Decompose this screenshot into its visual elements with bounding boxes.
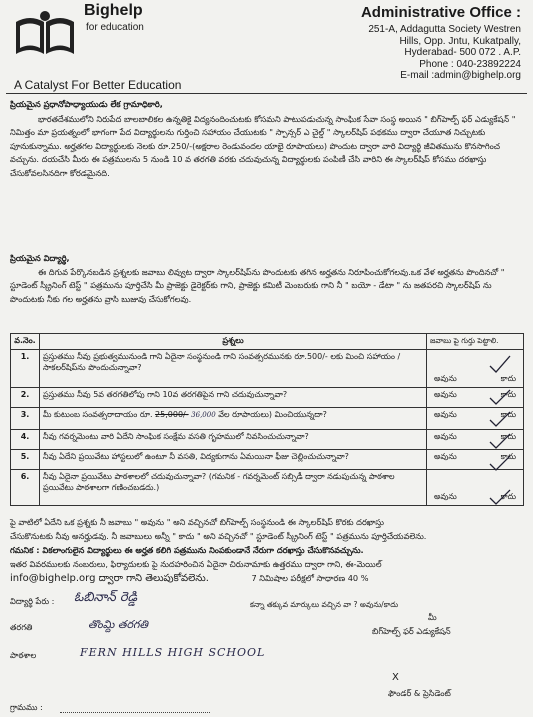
brand-subtitle: for education bbox=[86, 22, 144, 33]
tick-mark-icon bbox=[490, 356, 510, 372]
question-text-part: మీ కుటుంబ సంవత్సరాదాయం రూ. bbox=[43, 410, 153, 419]
question-text-part: వేల రూపాయలు) మించియున్నదా? bbox=[218, 410, 327, 419]
table-row bbox=[11, 388, 524, 408]
student-greeting: ప్రియమైన విద్యార్థి, bbox=[10, 253, 70, 263]
table-row bbox=[11, 450, 524, 470]
office-line: Hyderabad- 500 072 . A.P. bbox=[404, 47, 521, 58]
header-divider bbox=[6, 93, 527, 94]
tagline: A Catalyst For Better Education bbox=[14, 78, 182, 92]
yes-option[interactable]: అవును bbox=[434, 410, 457, 419]
table-row bbox=[11, 470, 524, 506]
row-number: 1. bbox=[11, 350, 40, 388]
sign-organization: బిగ్‌హెల్ప్ ఫర్ ఎడ్యుకేషన్ bbox=[372, 626, 451, 636]
office-address-block bbox=[361, 4, 521, 82]
class-field[interactable]: తొంమ్ది తరగతి bbox=[88, 618, 148, 631]
table-row bbox=[11, 350, 524, 388]
question-text bbox=[40, 408, 427, 430]
eligibility-table bbox=[10, 333, 524, 506]
row-number: 2. bbox=[11, 388, 40, 408]
student-text-a: ఈ దిగువ పేర్కొనబడిన ప్రశ్నలకు జవాబు లివ్వుట ద్వారా స్కాలర్‌షిప్‌ను పొందుటకు తగిన అర్హతను నిరూపించుకోగలవు.ఒక వేళ అర్హతను పొందినచో " స్టూడెంట్ స్క్రీనింగ్ టెస్ట్ " పత్రమును పూర్తిచేసి మీ ప్రాజెక్టు డైరెక్టర్‌కు గాని, ప్రాజెక్టు కమిటీ మెంబరుకు గాని నీ bbox=[10, 267, 505, 291]
qualify-line: చేసుకొనుటకు నీవు అనర్హుడవు. నీ జవాబులు అన్నీ " కాదు " అని వచ్చినచో " స్టూడెంట్ స్క్రీనింగ్ టెస్ట్ " పత్రమును పూర్తిచేయవలెను. bbox=[10, 531, 427, 541]
table-row bbox=[11, 430, 524, 450]
tick-mark-icon bbox=[490, 412, 510, 426]
yes-option[interactable]: అవును bbox=[434, 492, 457, 501]
village-field[interactable] bbox=[60, 712, 210, 713]
income-amount: 25,000/- bbox=[155, 410, 189, 419]
office-line: 251-A, Addagutta Society Westren bbox=[368, 24, 521, 35]
tick-mark-icon bbox=[490, 390, 510, 404]
no-option[interactable]: కాదు bbox=[500, 432, 516, 441]
row-number: 5. bbox=[11, 450, 40, 470]
question-text: ప్రస్తుతము నీవు 5వ తరగతిలోపు గాని 10వ తరగతిపైన గాని చదువుచున్నావా? bbox=[40, 388, 427, 408]
col-header-answer: జవాబు పై గుర్తు పెట్టాలి. bbox=[427, 334, 524, 350]
sign-mark: X bbox=[392, 672, 399, 683]
sign-mee: మీ bbox=[428, 612, 437, 622]
no-option[interactable]: కాదు bbox=[500, 410, 516, 419]
brand-name: Bighelp bbox=[84, 2, 143, 19]
no-option[interactable]: కాదు bbox=[500, 452, 516, 461]
intro-text: భారతదేశములోని నిరుపేద బాలబాలికల ఉన్నతికై విద్యనందించుటకు కోసమని పాటుపడుచున్న సాంఘిక సేవా సంస్థ అయిన " బిగ్‌హెల్ప్ ఫర్ ఎడ్యుకేషన్ " నిమిత్తం మా ప్రయత్నంలో భాగంగా పేద విద్యార్థులను గుర్తించి సహాయం చేయుటకు " స్పాన్సర్ ఎ చైల్డ్ " స్కాలర్‌షిప్ పథకము ద్వారా చేయూత నిచ్చుటకు పూనుకున్నాము. అర్హతగల విద్యార్థులకు నెలకు రూ.250/-(అక్షరాల రెండువందల యాభై రూపాయలు) పొందుట ద్వారా వారి విద్యార్థి జీవితమును కొనసాగించ వచ్చును. దయచేసి మీరు ఈ పత్రములను 5 నుండి 10 వ తరగతి వరకు చదువుచున్న విద్యార్థులకు పంపిణీ చేసి వారిని ఈ స్కాలర్‌షిప్ కోసము దరఖాస్తు చేసుకోవలసినదిగా కోరడమైనది. bbox=[10, 114, 516, 178]
salutation: ప్రియమైన ప్రధానోపాధ్యాయుడు లేక గ్రామాధికారి, bbox=[10, 99, 163, 109]
note-disabled: గమనిక : వికలాంగులైన విద్యార్థులు ఈ అర్హత కలిగి పత్రమును నింపకుండానే నేరుగా దరఖాస్తు చేసుకొనవచ్చును. bbox=[10, 545, 364, 555]
question-text: నీవు ఏదైనా ప్రయివేటు పాఠశాలలో చదువుచున్నావా? (గమనిక - గవర్నమెంట్ సబ్సిడీ ద్వారా నడుపుచున్న పాఠశాల ప్రయివేటు పాఠశాలగా గణించబడదు.) bbox=[40, 470, 427, 506]
intro-paragraph bbox=[10, 113, 526, 180]
question-text: నీవు గవర్నమెంటు వారి ఏదేని సాంఘిక సంక్షేమ వసతి గృహములో నివసించుచున్నావా? bbox=[40, 430, 427, 450]
contact-line: ఇతర వివరములకు నంబరులు, ఫిర్యాదులకు పై నుదహరించిన ఏదైనా చిరునామాకు ఉత్తరము ద్వారా గాని, ఈ-మెయిల్ bbox=[10, 559, 382, 569]
yes-option[interactable]: అవును bbox=[434, 432, 457, 441]
office-phone: Phone : 040-23892224 bbox=[419, 58, 521, 70]
tick-mark-icon bbox=[490, 434, 510, 448]
exam-question: కన్నా తక్కువ మార్కులు వచ్చిన వా ? అవును/కాదు bbox=[250, 600, 399, 609]
office-title: Administrative Office : bbox=[360, 4, 521, 21]
table-row bbox=[11, 408, 524, 430]
question-text: ప్రస్తుతము నీవు ప్రభుత్వమునుండి గాని ఏదైనా సంస్థనుండి గాని సంవత్సరమునకు రూ.500/- లకు మించి సహాయం / సాకలర్‌షిప్‌ను పొందుచున్నావా? bbox=[40, 350, 427, 388]
office-email: E-mail :admin@bighelp.org bbox=[400, 70, 521, 81]
class-label: తరగతి bbox=[10, 622, 33, 632]
col-header-question: ప్రశ్నలు bbox=[40, 334, 427, 350]
col-header-no: వ.నెం. bbox=[11, 334, 40, 350]
exam-note: 7 నిమిషాల పరీక్షలో సాధారణ 40 % bbox=[251, 573, 369, 583]
question-text: నీవు ఏదేని ప్రయివేటు హాస్టలులో ఉంటూ నీ వసతి, విద్యకుగాను ఏమయినా ఫీజు చెల్లించుచున్నావా? bbox=[40, 450, 427, 470]
name-label: విద్యార్థి పేరు : bbox=[10, 596, 55, 606]
disqualify-line: పై వాటిలో ఏదేని ఒక ప్రశ్నకు నీ జవాబు " అవును " అని వచ్చినచో బిగ్‌హెల్ప్ సంస్థనుండి ఈ స్కాలర్‌షిప్ కొరకు దరఖాస్తు bbox=[10, 517, 384, 527]
email-line bbox=[10, 572, 526, 585]
yes-option[interactable]: అవును bbox=[434, 452, 457, 461]
row-number: 6. bbox=[11, 470, 40, 506]
row-number: 4. bbox=[11, 430, 40, 450]
bighelp-logo-icon bbox=[12, 8, 78, 58]
row-number: 3. bbox=[11, 408, 40, 430]
no-option[interactable]: కాదు bbox=[500, 374, 516, 383]
student-text-b: " బయో - డేటా " ను జతపరచి స్కాలర్‌షిప్ ను పొందుటకు నీకు గల అర్హతను వ్రాసి బుజువు చేసుకోగలవు. bbox=[10, 280, 492, 304]
sign-role: ఫౌండర్ & ప్రెసిడెంట్ bbox=[388, 688, 451, 698]
tick-mark-icon bbox=[490, 456, 510, 470]
email-text: info@bighelp.org ద్వారా గాని తెలుపుకోవలెను. bbox=[10, 573, 209, 584]
student-paragraph bbox=[10, 266, 526, 306]
school-field[interactable]: FERN HILLS HIGH SCHOOL bbox=[80, 646, 266, 659]
tick-mark-icon bbox=[490, 490, 510, 504]
village-label: గ్రామము : bbox=[10, 702, 43, 712]
name-field[interactable]: ఓబినాన్ రెడ్డి bbox=[74, 590, 138, 605]
no-option[interactable]: కాదు bbox=[500, 492, 516, 501]
handwritten-tick-marks bbox=[486, 352, 516, 512]
yes-option[interactable]: అవును bbox=[434, 374, 457, 383]
office-line: Hills, Opp. Jntu, Kukatpally, bbox=[399, 35, 521, 47]
school-label: పాఠశాల bbox=[10, 650, 37, 660]
yes-option[interactable]: అవును bbox=[434, 390, 457, 399]
no-option[interactable]: కాదు bbox=[500, 390, 516, 399]
handwritten-income: 36,000 bbox=[191, 411, 216, 419]
table-header-row bbox=[11, 334, 524, 350]
